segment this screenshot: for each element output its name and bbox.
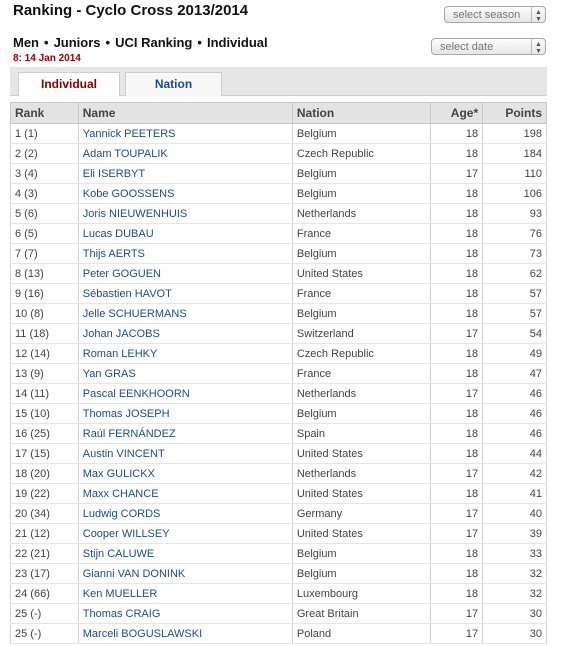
cell-points: 46 — [483, 384, 547, 404]
header-name[interactable]: Name — [78, 103, 292, 124]
cell-name[interactable]: Yan GRAS — [78, 364, 292, 384]
cell-name[interactable]: Max GULICKX — [78, 464, 292, 484]
date-select-label: select date — [440, 41, 494, 53]
cell-nation: Great Britain — [292, 604, 430, 624]
cell-rank: 22 (21) — [11, 544, 79, 564]
tab-bar — [10, 67, 547, 96]
table-row — [11, 564, 547, 584]
cell-nation: France — [292, 224, 430, 244]
table-row — [11, 284, 547, 304]
breadcrumb-item[interactable]: Individual — [206, 35, 268, 50]
cell-age: 18 — [431, 264, 483, 284]
cell-nation: Belgium — [292, 244, 430, 264]
cell-age: 18 — [431, 444, 483, 464]
cell-name[interactable]: Adam TOUPALIK — [78, 144, 292, 164]
cell-name[interactable]: Maxx CHANCE — [78, 484, 292, 504]
cell-rank: 4 (3) — [11, 184, 79, 204]
cell-rank: 16 (25) — [11, 424, 79, 444]
cell-name[interactable]: Roman LEHKY — [78, 344, 292, 364]
header-age[interactable]: Age* — [431, 103, 483, 124]
cell-age: 17 — [431, 604, 483, 624]
cell-age: 18 — [431, 364, 483, 384]
cell-name[interactable]: Cooper WILLSEY — [78, 524, 292, 544]
cell-age: 18 — [431, 564, 483, 584]
cell-nation: France — [292, 364, 430, 384]
cell-age: 17 — [431, 164, 483, 184]
cell-points: 30 — [483, 604, 547, 624]
cell-nation: Germany — [292, 504, 430, 524]
cell-nation: Netherlands — [292, 384, 430, 404]
cell-age: 17 — [431, 524, 483, 544]
table-row — [11, 244, 547, 264]
cell-age: 18 — [431, 544, 483, 564]
cell-rank: 5 (6) — [11, 204, 79, 224]
cell-points: 44 — [483, 444, 547, 464]
cell-points: 41 — [483, 484, 547, 504]
cell-points: 46 — [483, 424, 547, 444]
cell-name[interactable]: Peter GOGUEN — [78, 264, 292, 284]
cell-name[interactable]: Ken MUELLER — [78, 584, 292, 604]
cell-nation: Luxembourg — [292, 584, 430, 604]
cell-age: 18 — [431, 144, 483, 164]
breadcrumb — [13, 35, 268, 50]
bullet-separator: • — [105, 35, 111, 50]
cell-age: 18 — [431, 344, 483, 364]
cell-nation: United States — [292, 524, 430, 544]
table-row — [11, 524, 547, 544]
table-row — [11, 384, 547, 404]
cell-name[interactable]: Eli ISERBYT — [78, 164, 292, 184]
table-row — [11, 324, 547, 344]
cell-rank: 25 (-) — [11, 624, 79, 644]
date-select[interactable] — [431, 38, 546, 55]
breadcrumb-item[interactable]: Juniors — [53, 35, 101, 50]
cell-age: 18 — [431, 244, 483, 264]
cell-rank: 11 (18) — [11, 324, 79, 344]
cell-age: 18 — [431, 204, 483, 224]
cell-points: 106 — [483, 184, 547, 204]
season-select-label: select season — [453, 9, 521, 21]
table-row — [11, 404, 547, 424]
cell-name[interactable]: Gianni VAN DONINK — [78, 564, 292, 584]
table-row — [11, 144, 547, 164]
header-points[interactable]: Points — [483, 103, 547, 124]
cell-nation: France — [292, 284, 430, 304]
cell-name[interactable]: Joris NIEUWENHUIS — [78, 204, 292, 224]
cell-nation: United States — [292, 484, 430, 504]
cell-age: 17 — [431, 624, 483, 644]
table-row — [11, 204, 547, 224]
cell-name[interactable]: Sébastien HAVOT — [78, 284, 292, 304]
table-row — [11, 424, 547, 444]
cell-nation: United States — [292, 444, 430, 464]
cell-points: 198 — [483, 124, 547, 144]
cell-rank: 1 (1) — [11, 124, 79, 144]
table-header-row — [11, 103, 547, 124]
cell-points: 39 — [483, 524, 547, 544]
cell-nation: Switzerland — [292, 324, 430, 344]
table-row — [11, 544, 547, 564]
cell-name[interactable]: Lucas DUBAU — [78, 224, 292, 244]
cell-age: 18 — [431, 584, 483, 604]
cell-points: 73 — [483, 244, 547, 264]
cell-points: 30 — [483, 624, 547, 644]
cell-age: 18 — [431, 184, 483, 204]
cell-points: 42 — [483, 464, 547, 484]
table-row — [11, 604, 547, 624]
cell-nation: Belgium — [292, 184, 430, 204]
cell-nation: United States — [292, 264, 430, 284]
header-nation[interactable]: Nation — [292, 103, 430, 124]
cell-nation: Poland — [292, 624, 430, 644]
cell-name[interactable]: Yannick PEETERS — [78, 124, 292, 144]
cell-name[interactable]: Raúl FERNÁNDEZ — [78, 424, 292, 444]
cell-age: 17 — [431, 324, 483, 344]
cell-age: 18 — [431, 224, 483, 244]
cell-name[interactable]: Kobe GOOSSENS — [78, 184, 292, 204]
table-row — [11, 464, 547, 484]
table-row — [11, 224, 547, 244]
cell-points: 110 — [483, 164, 547, 184]
cell-rank: 14 (11) — [11, 384, 79, 404]
cell-age: 17 — [431, 504, 483, 524]
cell-points: 32 — [483, 564, 547, 584]
cell-nation: Belgium — [292, 544, 430, 564]
header-rank[interactable]: Rank — [11, 103, 79, 124]
table-row — [11, 364, 547, 384]
ranking-date: 8: 14 Jan 2014 — [13, 53, 81, 64]
cell-age: 18 — [431, 304, 483, 324]
bullet-separator: • — [44, 35, 49, 50]
cell-name[interactable]: Marceli BOGUSLAWSKI — [78, 624, 292, 644]
cell-points: 184 — [483, 144, 547, 164]
cell-nation: Belgium — [292, 124, 430, 144]
cell-rank: 9 (16) — [11, 284, 79, 304]
table-row — [11, 164, 547, 184]
cell-name[interactable]: Thomas CRAIG — [78, 604, 292, 624]
updown-arrows-icon: ▲ ▼ — [531, 39, 545, 54]
cell-points: 32 — [483, 584, 547, 604]
cell-rank: 24 (66) — [11, 584, 79, 604]
cell-rank: 19 (22) — [11, 484, 79, 504]
cell-points: 57 — [483, 284, 547, 304]
cell-name[interactable]: Ludwig CORDS — [78, 504, 292, 524]
cell-rank: 7 (7) — [11, 244, 79, 264]
cell-name[interactable]: Stijn CALUWE — [78, 544, 292, 564]
cell-points: 57 — [483, 304, 547, 324]
cell-age: 18 — [431, 424, 483, 444]
cell-points: 46 — [483, 404, 547, 424]
cell-rank: 17 (15) — [11, 444, 79, 464]
table-row — [11, 264, 547, 284]
season-select[interactable] — [444, 6, 546, 23]
ranking-table — [10, 102, 547, 644]
breadcrumb-item[interactable]: UCI Ranking — [115, 35, 193, 50]
cell-nation: Belgium — [292, 304, 430, 324]
cell-nation: Belgium — [292, 164, 430, 184]
tab-nation[interactable]: Nation — [125, 72, 222, 96]
cell-name[interactable]: Johan JACOBS — [78, 324, 292, 344]
table-row — [11, 504, 547, 524]
table-row — [11, 184, 547, 204]
cell-nation: Belgium — [292, 404, 430, 424]
cell-age: 18 — [431, 404, 483, 424]
cell-name[interactable]: Austin VINCENT — [78, 444, 292, 464]
cell-points: 49 — [483, 344, 547, 364]
cell-nation: Spain — [292, 424, 430, 444]
cell-age: 17 — [431, 384, 483, 404]
cell-rank: 15 (10) — [11, 404, 79, 424]
cell-rank: 6 (5) — [11, 224, 79, 244]
cell-points: 33 — [483, 544, 547, 564]
cell-name[interactable]: Thomas JOSEPH — [78, 404, 292, 424]
cell-nation: Czech Republic — [292, 144, 430, 164]
cell-rank: 2 (2) — [11, 144, 79, 164]
cell-age: 18 — [431, 124, 483, 144]
table-row — [11, 484, 547, 504]
cell-rank: 10 (8) — [11, 304, 79, 324]
cell-age: 18 — [431, 484, 483, 504]
cell-points: 93 — [483, 204, 547, 224]
breadcrumb-item[interactable]: Men — [13, 35, 39, 50]
cell-rank: 13 (9) — [11, 364, 79, 384]
cell-rank: 8 (13) — [11, 264, 79, 284]
cell-rank: 23 (17) — [11, 564, 79, 584]
cell-nation: Netherlands — [292, 204, 430, 224]
cell-nation: Netherlands — [292, 464, 430, 484]
cell-age: 18 — [431, 284, 483, 304]
tab-individual[interactable]: Individual — [18, 72, 120, 96]
bullet-separator: • — [197, 35, 202, 50]
cell-rank: 12 (14) — [11, 344, 79, 364]
cell-nation: Czech Republic — [292, 344, 430, 364]
page-title: Ranking - Cyclo Cross 2013/2014 — [13, 2, 249, 19]
cell-rank: 18 (20) — [11, 464, 79, 484]
cell-points: 54 — [483, 324, 547, 344]
updown-arrows-icon: ▲ ▼ — [531, 7, 545, 22]
table-row — [11, 124, 547, 144]
cell-points: 62 — [483, 264, 547, 284]
table-row — [11, 584, 547, 604]
table-row — [11, 304, 547, 324]
cell-age: 17 — [431, 464, 483, 484]
cell-points: 76 — [483, 224, 547, 244]
cell-rank: 3 (4) — [11, 164, 79, 184]
cell-points: 47 — [483, 364, 547, 384]
cell-points: 40 — [483, 504, 547, 524]
cell-rank: 25 (-) — [11, 604, 79, 624]
cell-rank: 21 (12) — [11, 524, 79, 544]
table-row — [11, 444, 547, 464]
table-row — [11, 624, 547, 644]
table-row — [11, 344, 547, 364]
cell-name[interactable]: Thijs AERTS — [78, 244, 292, 264]
cell-name[interactable]: Pascal EENKHOORN — [78, 384, 292, 404]
cell-name[interactable]: Jelle SCHUERMANS — [78, 304, 292, 324]
cell-nation: Belgium — [292, 564, 430, 584]
cell-rank: 20 (34) — [11, 504, 79, 524]
